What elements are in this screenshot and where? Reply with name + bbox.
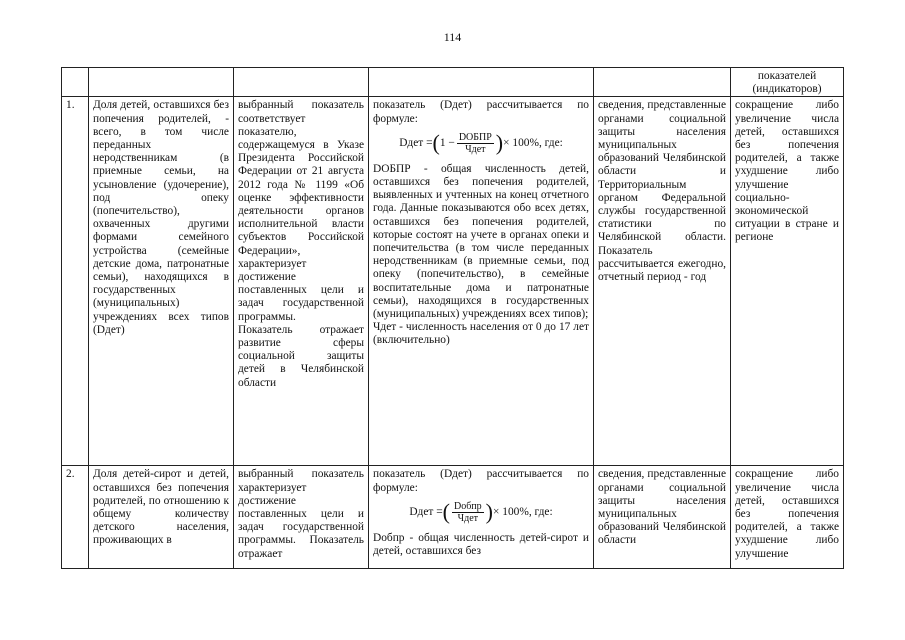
header-cell-indicators bbox=[731, 68, 844, 97]
formula-lhs: Dдет = bbox=[409, 505, 443, 518]
formula-fraction bbox=[457, 132, 494, 155]
formula-right-paren: ) bbox=[485, 499, 493, 525]
method-intro: показатель (Dдет) рассчитывается по формуле: bbox=[373, 468, 589, 494]
selection-basis: выбранный показатель характеризует достижение поставленных цели и задач государственной программы. Показатель отражает bbox=[234, 466, 369, 569]
formula-numerator: DОБПР bbox=[458, 131, 492, 143]
formula bbox=[373, 132, 589, 155]
indicator-factors: сокращение либо увеличение числа детей, оставшихся без попечения родителей, а также ухудшение либо улучшение bbox=[731, 466, 844, 569]
formula-left-paren: ( bbox=[442, 499, 450, 525]
data-source: сведения, представленные органами социальной защиты населения муниципальных образований Челябинской области bbox=[594, 466, 731, 569]
formula-lhs: Dдет = bbox=[399, 136, 433, 149]
indicator-factors: сокращение либо увеличение числа детей, оставшихся без попечения родителей, а также ухудшение либо улучшение социально-экономической ситуации в стране и регионе bbox=[731, 97, 844, 466]
formula-tail: × 100%, где: bbox=[492, 505, 553, 518]
method-definition-chdet: Чдет - численность населения от 0 до 17 лет (включительно) bbox=[373, 321, 589, 347]
header-row bbox=[62, 68, 844, 97]
method-intro: показатель (Dдет) рассчитывается по формуле: bbox=[373, 99, 589, 125]
header-cell-basis bbox=[234, 68, 369, 97]
formula bbox=[373, 501, 589, 524]
indicator-name: Доля детей, оставшихся без попечения родителей, - всего, в том числе переданных неродственникам (в приемные семьи, на усыновление (удочерение), под опеку (попечительство), охваченных другими формами семейного устройства (семейные детские дома, патронатные семьи), находящихся в государственных (муниципальных) учреждениях всех типов (Dдет) bbox=[89, 97, 234, 466]
header-cell-method bbox=[369, 68, 594, 97]
header-cell-source bbox=[594, 68, 731, 97]
selection-basis-text: выбранный показатель соответствует показателю, содержащемуся в Указе Президента Российской Федерации от 21 августа 2012 года № 1199 «Об оценке эффективности деятельности органов исполнительной власти субъектов Российской Федерации», характеризует достижение поставленных цели и задач государственной программы. bbox=[238, 99, 364, 323]
calculation-method bbox=[369, 97, 594, 466]
formula-left-paren: ( bbox=[432, 130, 440, 156]
header-indicators-label: показателей (индикаторов) bbox=[752, 70, 822, 96]
header-cell-name bbox=[89, 68, 234, 97]
table-row bbox=[62, 97, 844, 466]
row-number: 1. bbox=[62, 97, 89, 466]
row-number: 2. bbox=[62, 466, 89, 569]
formula-tail: × 100%, где: bbox=[503, 136, 563, 149]
header-cell-number bbox=[62, 68, 89, 97]
data-source: сведения, представленные органами социальной защиты населения муниципальных образований Челябинской области и Территориальным органом Федеральной службы государственной статистики по Челябинской области. Показатель рассчитывается ежегодно, отчетный период - год bbox=[594, 97, 731, 466]
formula-one-minus: 1 − bbox=[439, 136, 455, 149]
method-definition-dobpr: Dобпр - общая численность детей-сирот и детей, оставшихся без bbox=[373, 531, 589, 558]
indicator-name: Доля детей-сирот и детей, оставшихся без попечения родителей, по отношению к общему количеству детского населения, проживающих в bbox=[89, 466, 234, 569]
method-definition-dobpr: DОБПР - общая численность детей, оставшихся без попечения родителей, выявленных и учтенных на конец отчетного года. Данные показываются обо всех детях, оставшихся без попечения родителей, которые состоят на учете в органах опеки и попечительства (в том числе переданных неродственникам (в приемные семьи, под опеку (попечительство), в семейные воспитательные дома и патронатные семьи), находящихся в государственных (муниципальных) учреждениях всех типов); bbox=[373, 162, 589, 321]
selection-basis bbox=[234, 97, 369, 466]
selection-basis-note: Показатель отражает развитие сферы социальной защиты детей в Челябинской области bbox=[238, 323, 364, 389]
formula-denominator: Чдет bbox=[457, 512, 479, 524]
indicators-table bbox=[61, 67, 844, 569]
formula-fraction bbox=[452, 501, 484, 524]
calculation-method bbox=[369, 466, 594, 569]
formula-right-paren: ) bbox=[495, 130, 504, 156]
page-number: 114 bbox=[443, 30, 462, 44]
formula-denominator: Чдет bbox=[465, 143, 486, 155]
formula-numerator: Dобпр bbox=[453, 500, 482, 512]
table-row bbox=[62, 466, 844, 569]
